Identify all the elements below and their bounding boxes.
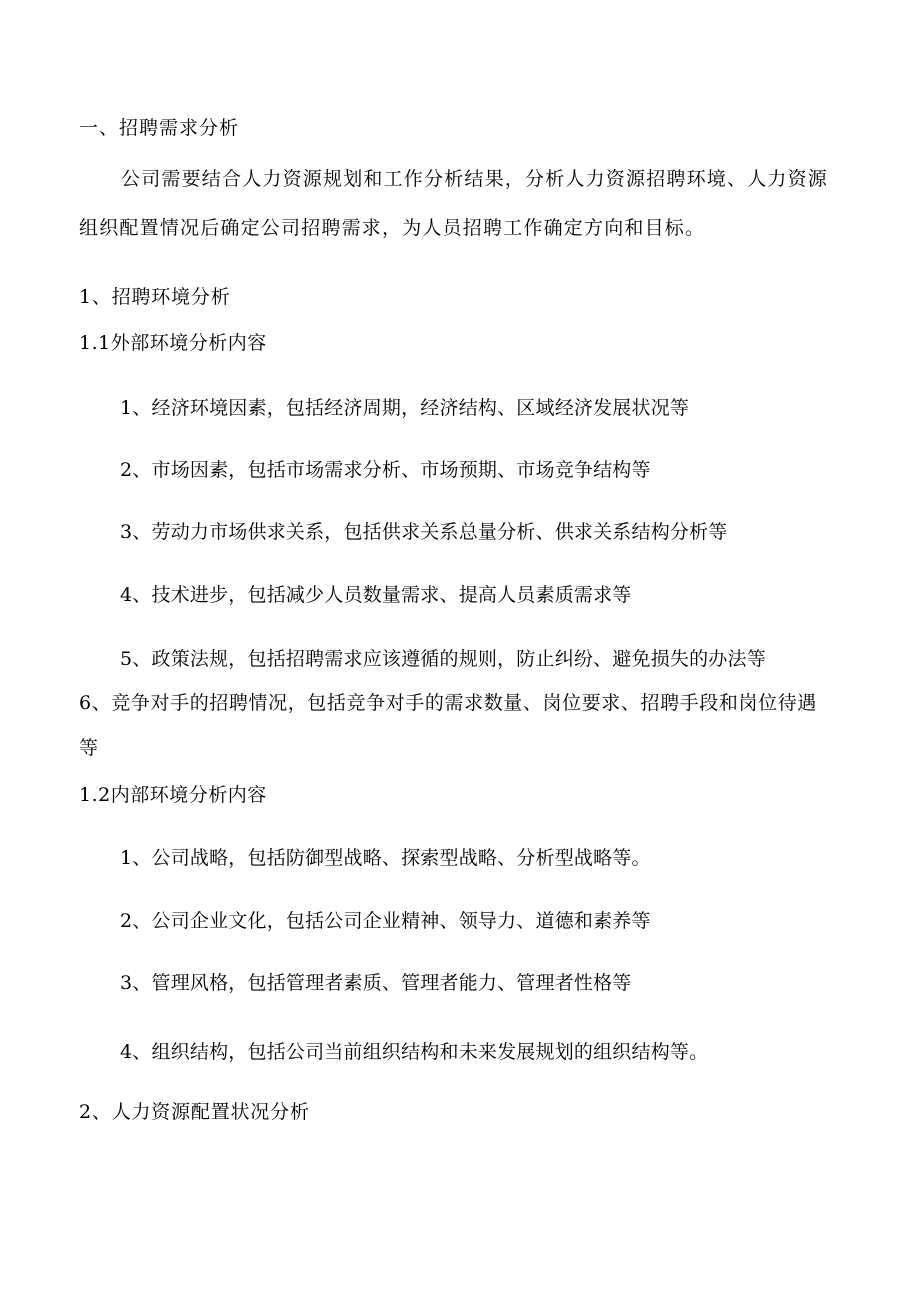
- internal-factor-item: 1、公司战略，包括防御型战略、探索型战略、分析型战略等。: [120, 847, 651, 869]
- external-factor-item: 2、市场因素，包括市场需求分析、市场预期、市场竞争结构等: [120, 459, 651, 481]
- external-factor-item: 3、劳动力市场供求关系，包括供求关系总量分析、供求关系结构分析等: [120, 521, 728, 543]
- internal-factor-item: 3、管理风格，包括管理者素质、管理者能力、管理者性格等: [120, 972, 632, 994]
- subsection-heading-recruitment-environment: 1、招聘环境分析: [79, 286, 231, 308]
- external-environment-heading: 1.1外部环境分析内容: [79, 332, 267, 354]
- subsection-heading-hr-allocation: 2、人力资源配置状况分析: [79, 1101, 310, 1123]
- external-factor-item: 4、技术进步，包括减少人员数量需求、提高人员素质需求等: [120, 584, 632, 606]
- internal-environment-heading: 1.2内部环境分析内容: [79, 784, 267, 806]
- internal-factor-item: 4、组织结构，包括公司当前组织结构和未来发展规划的组织结构等。: [120, 1041, 709, 1063]
- internal-factor-item: 2、公司企业文化，包括公司企业精神、领导力、道德和素养等: [120, 910, 651, 932]
- external-factor-item-continuation: 等: [79, 737, 99, 759]
- intro-paragraph-line: 公司需要结合人力资源规划和工作分析结果，分析人力资源招聘环境、人力资源: [121, 168, 829, 190]
- intro-paragraph-line: 组织配置情况后确定公司招聘需求，为人员招聘工作确定方向和目标。: [79, 217, 706, 239]
- external-factor-item: 1、经济环境因素，包括经济周期，经济结构、区域经济发展状况等: [120, 397, 690, 419]
- external-factor-item: 5、政策法规，包括招聘需求应该遵循的规则，防止纠纷、避免损失的办法等: [120, 648, 766, 670]
- section-heading: 一、招聘需求分析: [79, 117, 240, 139]
- external-factor-item: 6、竞争对手的招聘情况，包括竞争对手的需求数量、岗位要求、招聘手段和岗位待遇: [79, 692, 817, 714]
